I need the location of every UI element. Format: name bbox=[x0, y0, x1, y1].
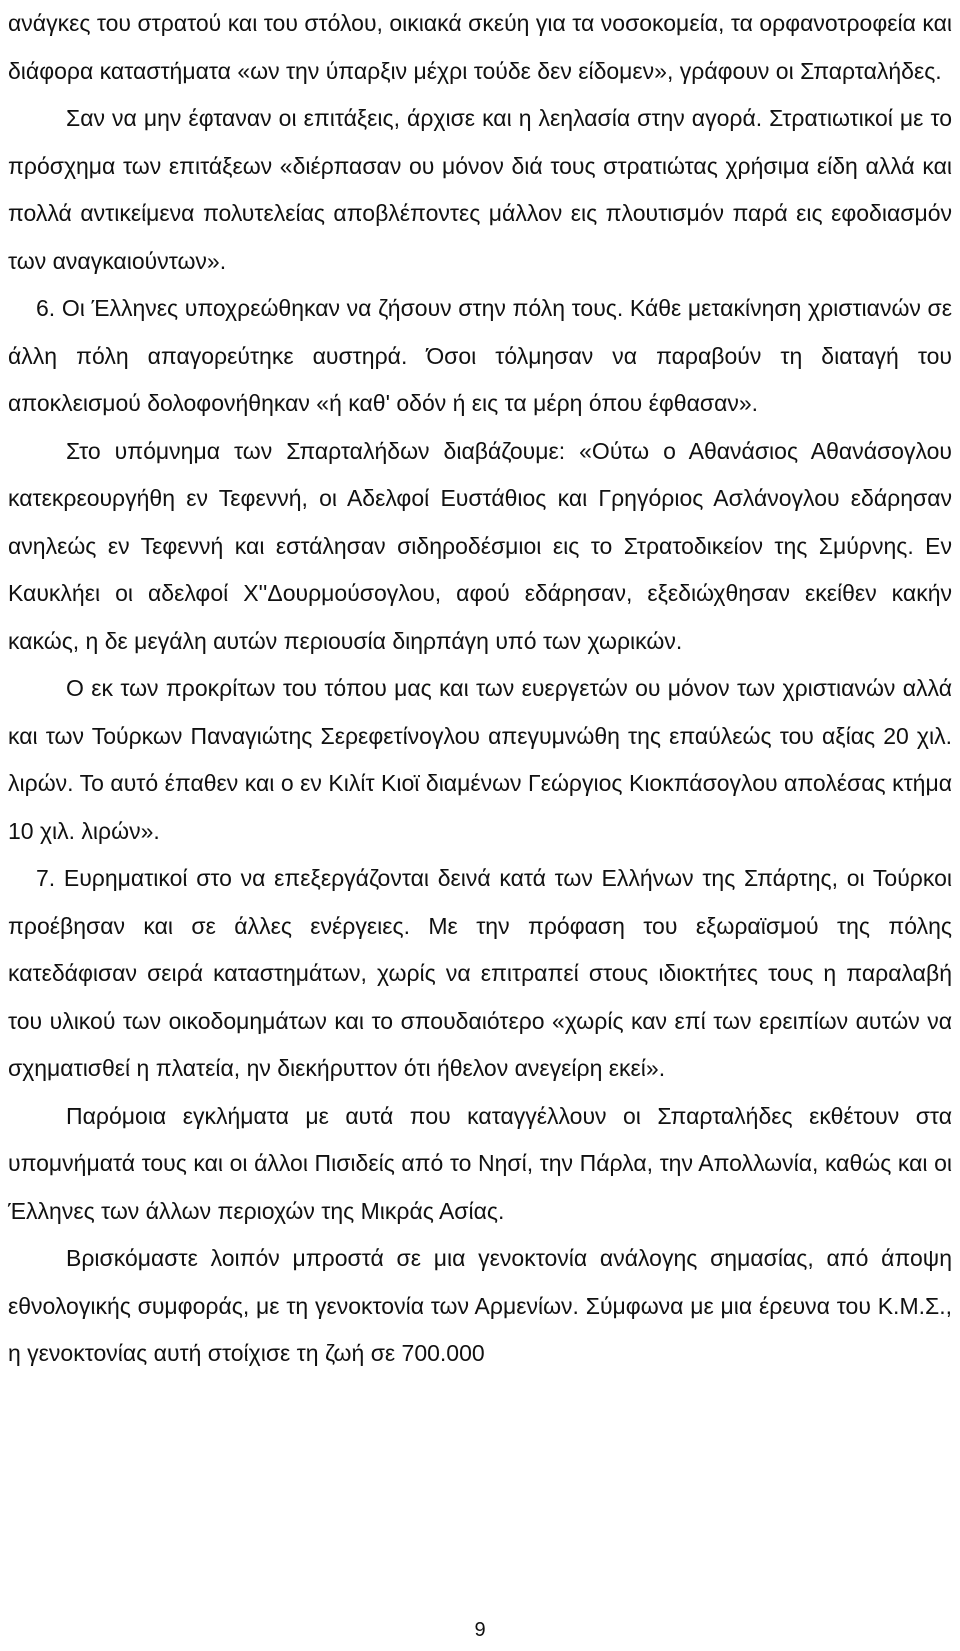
paragraph-genocide: Βρισκόμαστε λοιπόν μπροστά σε μια γενοκτονία ανάλογης σημασίας, από άποψη εθνολογικής συμφοράς, με τη γενοκτονία των Αρμενίων. Σύμφωνα με μια έρευνα του Κ.Μ.Σ., η γενοκτονίας αυτή στοίχισε τη ζωή σε 700.000 bbox=[8, 1245, 952, 1366]
paragraph-similar-crimes: Παρόμοια εγκλήματα με αυτά που καταγγέλλουν οι Σπαρταλήδες εκθέτουν στα υπομνήματά τους και οι άλλοι Πισιδείς από το Νησί, την Πάρλα, την Απολλωνία, καθώς και οι Έλληνες των άλλων περιοχών της Μικράς Ασίας. bbox=[8, 1102, 952, 1224]
paragraph-continuation: ανάγκες του στρατού και του στόλου, οικιακά σκεύη για τα νοσοκομεία, τα ορφανοτροφεία και διάφορα καταστήματα «ων την ύπαρξιν μέχρι τούδε δεν είδομεν», γράφουν οι Σπαρταλήδες. bbox=[8, 10, 952, 84]
page-number: 9 bbox=[474, 1619, 486, 1641]
paragraph-point-7: 7. Ευρηματικοί στο να επεξεργάζονται δεινά κατά των Ελλήνων της Σπάρτης, οι Τούρκοι προέβησαν και σε άλλες ενέργειες. Με την πρόφαση του εξωραϊσμού της πόλης κατεδάφισαν σειρά καταστημάτων, χωρίς να επιτραπεί στους ιδιοκτήτες τους η παραλαβή του υλικού των οικοδομημάτων και το σπουδαιότερο «χωρίς καν επί των ερειπίων αυτών να σχηματισθεί η πλατεία, ην διεκήρυττον ότι ήθελον ανεγείρη εκεί». bbox=[8, 865, 952, 1081]
paragraph-notables: Ο εκ των προκρίτων του τόπου μας και των ευεργετών ου μόνον των χριστιανών αλλά και των Τούρκων Παναγιώτης Σερεφετίνογλου απεγυμνώθη της επαύλεώς του αξίας 20 χιλ. λιρών. Το αυτό έπαθεν και ο εν Κιλίτ Κιοϊ διαμένων Γεώργιος Κιοκπάσογλου απολέσας κτήμα 10 χιλ. λιρών». bbox=[8, 675, 952, 844]
paragraph-point-6: 6. Οι Έλληνες υποχρεώθηκαν να ζήσουν στην πόλη τους. Κάθε μετακίνηση χριστιανών σε άλλη πόλη απαγορεύτηκε αυστηρά. Όσοι τόλμησαν να παραβούν τη διαταγή του αποκλεισμού δολοφονήθηκαν «ή καθ' οδόν ή εις τα μέρη όπου έφθασαν». bbox=[8, 295, 952, 416]
paragraph-looting: Σαν να μην έφταναν οι επιτάξεις, άρχισε και η λεηλασία στην αγορά. Στρατιωτικοί με το πρόσχημα των επιτάξεων «διέρπασαν ου μόνον διά τους στρατιώτας χρήσιμα είδη αλλά και πολλά αντικείμενα πολυτελείας αποβλέποντες μάλλον εις πλουτισμόν παρά εις εφοδιασμόν των αναγκαιούντων». bbox=[8, 105, 952, 274]
body-text bbox=[8, 0, 952, 1378]
paragraph-memorandum-quote: Στο υπόμνημα των Σπαρταλήδων διαβάζουμε: «Ούτω ο Αθανάσιος Αθανάσογλου κατεκρεουργήθη εν Τεφεννή, οι Αδελφοί Ευστάθιος και Γρηγόριος Ασλάνογλου εδάρησαν ανηλεώς εν Τεφεννή και εστάλησαν σιδηροδέσμιοι εις το Στρατοδικείον της Σμύρνης. Εν Καυκλήει οι αδελφοί Χ''Δουρμούσογλου, αφού εδάρησαν, εξεδιώχθησαν εκείθεν κακήν κακώς, η δε μεγάλη αυτών περιουσία διηρπάγη υπό των χωρικών. bbox=[8, 437, 952, 654]
